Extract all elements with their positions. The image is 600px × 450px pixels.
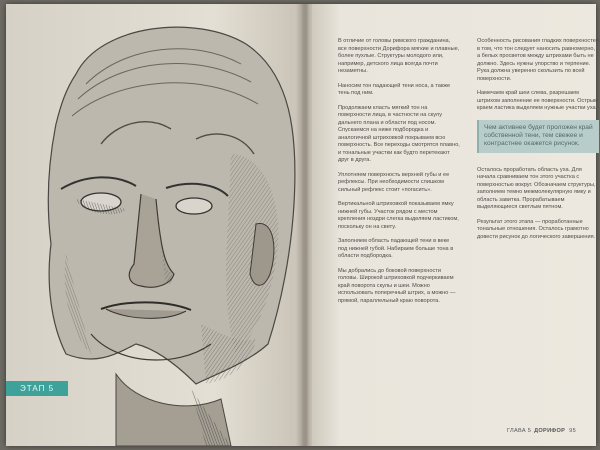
stage-label: ЭТАП 5	[6, 381, 68, 396]
paragraph: Заполняем область падающей тени в веке под нижней губой. Набираем больше тона в области подбородка.	[338, 238, 454, 259]
tip-callout: Чем активнее будет проложен край собственной тени, тем свежее и контрастнее окажется рисунок.	[477, 120, 599, 153]
text-column-left	[338, 38, 460, 312]
paragraph: В отличие от головы римского гражданина, все поверхности Дорифора мягкие и плавные, более пухлые. Структуры молодого или, например, детского лица всегда почти незаметны.	[338, 38, 460, 74]
chapter-label: ГЛАВА 5	[506, 428, 532, 434]
paragraph: Результат этого этапа — проработанные тональные отношения. Осталось грамотно довести рисунок до логического завершения.	[477, 218, 596, 240]
open-book	[6, 4, 599, 446]
paragraph: Мы добрались до боковой поверхности головы. Широкой штриховкой подчеркиваем край поворота скулы и шеи. Можно использовать поперечный штрих, а можно — прямой, параллельный краю поворота.	[338, 267, 456, 304]
head-drawing	[6, 4, 302, 446]
paragraph: Особенность рисования гладких поверхностей в том, что тон следует наносить равномерно, а белых просветов между штрихами быть не должно. Здесь нужны упорство и терпение. Рука должна уверенно скользить по всей поверхности.	[477, 38, 599, 82]
left-page	[6, 4, 302, 446]
page-number: 95	[569, 428, 576, 434]
page-footer	[507, 428, 576, 434]
right-page	[312, 4, 599, 446]
paragraph: Осталось проработать область уха. Для начала сравниваем тон этого участка с поверхностью вокруг. Обозначаем структуры, заполняем темно межмолекулярную ямку и область завитка. Прорабатываем выделяющиеся светлым пятном.	[477, 166, 596, 211]
paragraph: Намечаем край шеи слева, разрешаем штрихом заполнение ее поверхности. Острым краем ластика выделяем нужные участки уха.	[477, 90, 598, 111]
text-column-right	[477, 38, 599, 248]
paragraph: Вертикальной штриховкой показываем ямку нижней губы. Участок рядом с местом крепления ноздри слегка выделяем ластиком, поскольку он на свету.	[338, 201, 459, 230]
paragraph: Наносим тон падающей тени носа, а также тень под ним.	[338, 82, 451, 96]
paragraph: Продолжаем класть мягкий тон на поверхности лица, в частности на скулу дальнего плана и области под носом. Спускаемся на ниже подбородка и аналогичной штриховкой покрываем всю поверхность. Все переходы смотрятся плавно, и тональные участки как будто перетекают друг в друга.	[338, 104, 460, 163]
paragraph: Уплотняем поверхность верхней губы и ее рефлексы. При необходимости слишком сильный рефлекс стоит «погасить».	[338, 171, 450, 193]
chapter-title: ДОРИФОР	[534, 428, 566, 434]
